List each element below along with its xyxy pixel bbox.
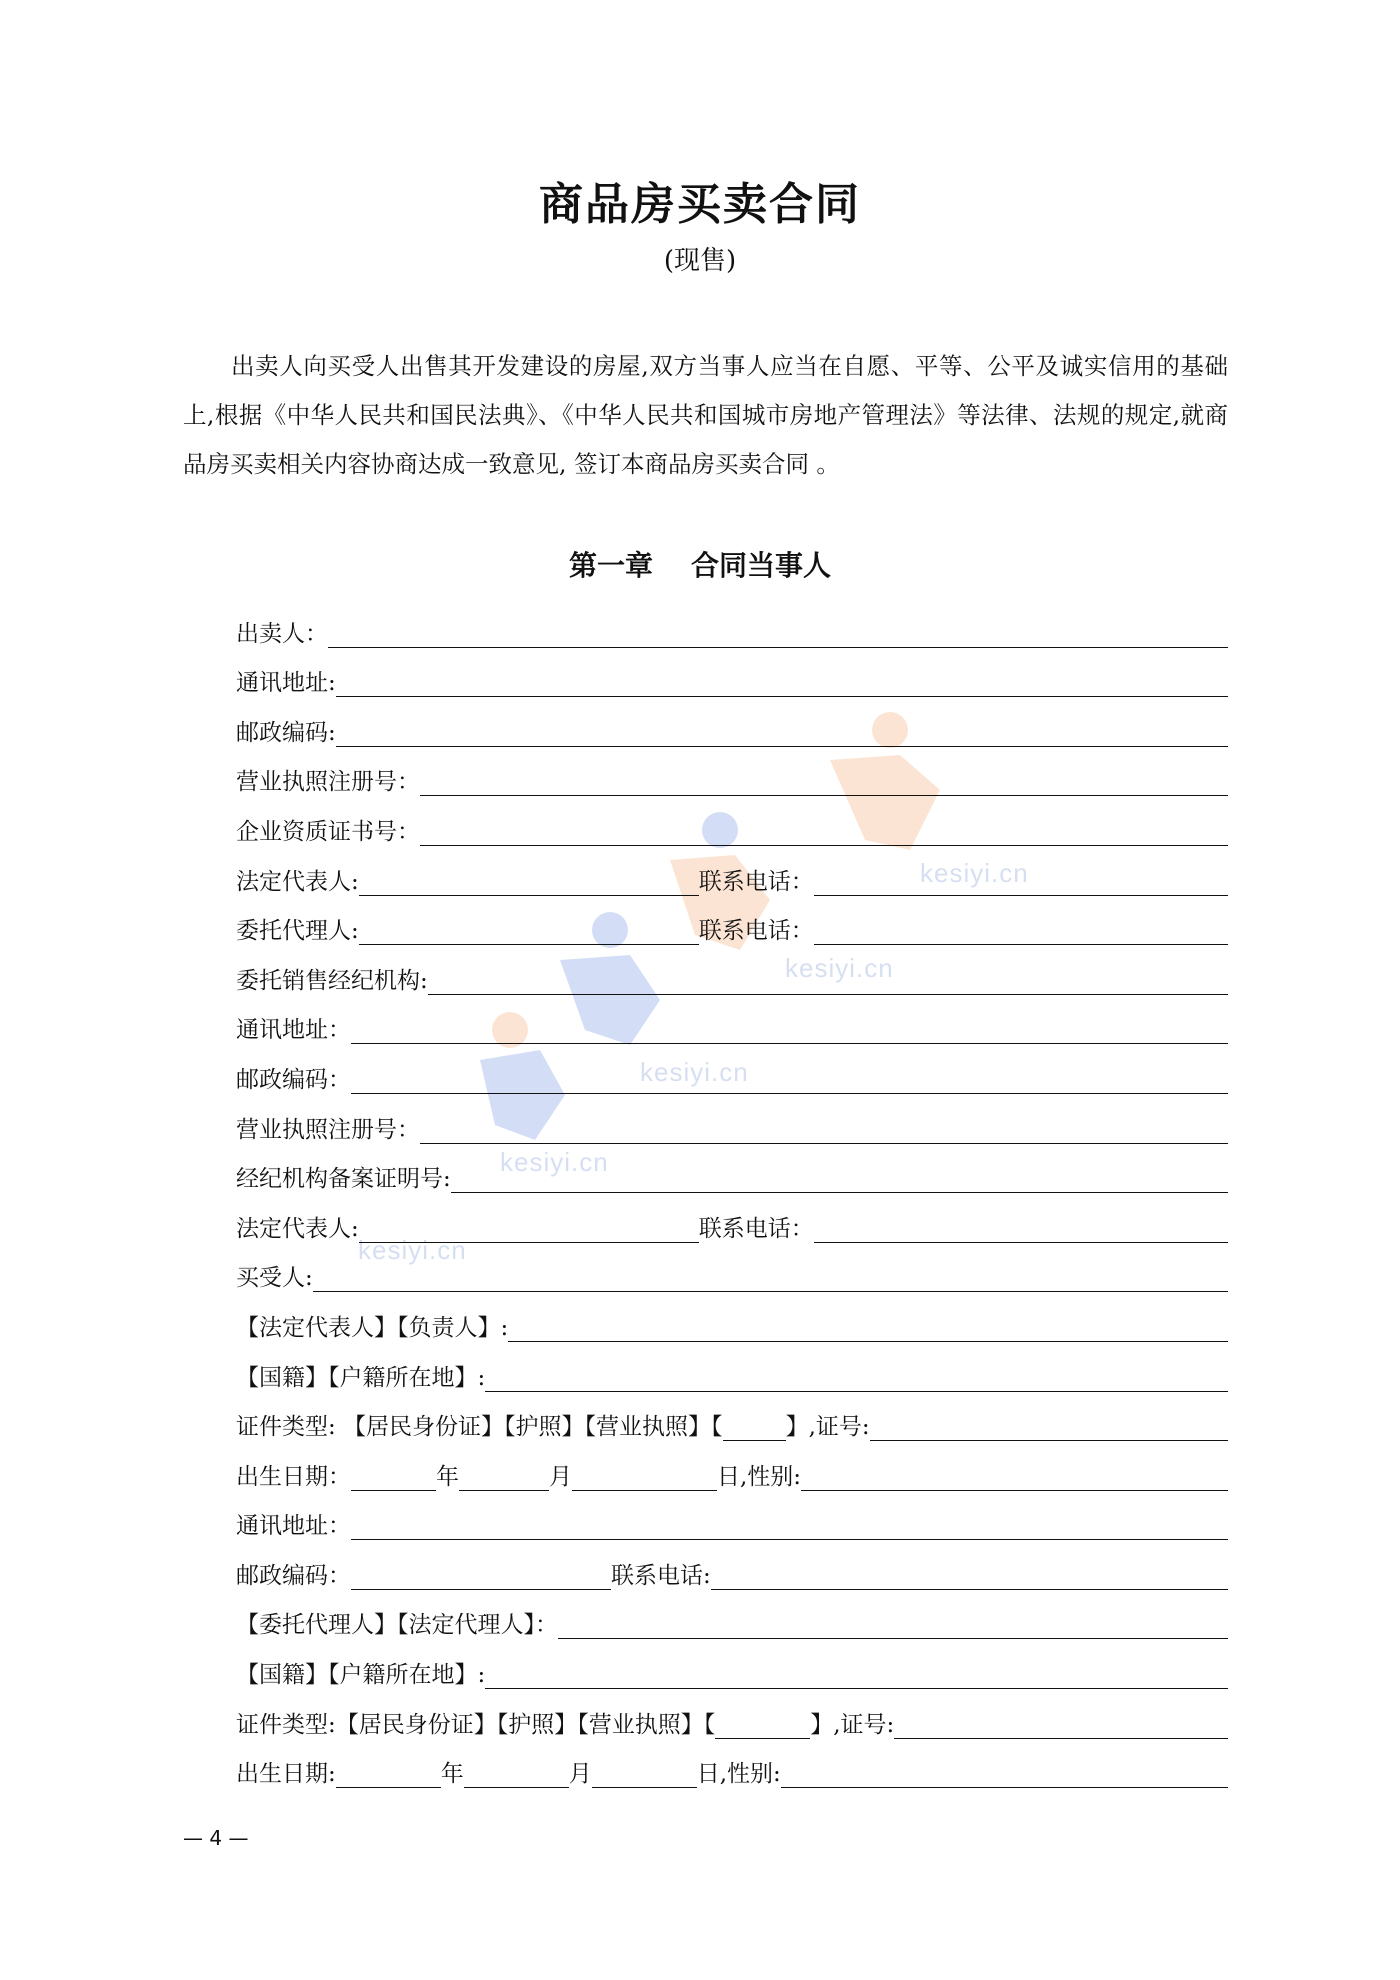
form-row-agent [236,896,1228,946]
form-row-sales-agency [236,945,1228,995]
agency-record-field[interactable] [451,1166,1228,1193]
document-title: 商品房买卖合同 [539,179,861,230]
id-number-field[interactable] [870,1414,1228,1441]
form-row-buyer [236,1243,1228,1293]
buyer-rep-field[interactable] [508,1315,1228,1342]
id-number-field[interactable] [894,1712,1228,1739]
nationality-field[interactable] [485,1662,1228,1689]
chapter-heading [0,544,1400,584]
qualification-field[interactable] [420,819,1228,846]
phone-label: 联系电话： [698,918,814,945]
form-row-agency-record [236,1144,1228,1194]
birth-month-field[interactable] [459,1464,549,1491]
id-type-label: 证件类型: 【居民身份证】【护照】【营业执照】【 [236,1414,723,1441]
form-row-address [236,648,1228,698]
postcode-field[interactable] [351,1563,611,1590]
seller-field[interactable] [328,621,1228,648]
legal-rep-label: 法定代表人: [236,868,359,895]
postcode-field[interactable] [336,720,1228,747]
chapter-number: 第一章 [568,549,653,582]
legal-rep-field[interactable] [359,1216,699,1243]
document-subtitle: (现售) [663,246,737,276]
agent-field[interactable] [558,1612,1228,1639]
agency-record-label: 经纪机构备案证明号: [236,1166,451,1193]
birth-day-field[interactable] [592,1761,697,1788]
address-field[interactable] [336,670,1228,697]
watermark-text: kesiyi.cn [358,1235,467,1265]
party-form [236,598,1228,1788]
phone-field[interactable] [814,918,1228,945]
form-row-agency-license [236,1094,1228,1144]
license-label: 营业执照注册号： [236,769,420,796]
form-row-license [236,747,1228,797]
intro-paragraph: 出卖人向买受人出售其开发建设的房屋,双方当事人应当在自愿、平等、公平及诚实信用的基础上,根据《中华人民共和国民法典》、《中华人民共和国城市房地产管理法》等法律、法规的规定,就商品房买卖相关内容协商达成一致意见, 签订本商品房买卖合同 。 [183,352,1228,478]
agent-field[interactable] [359,918,699,945]
gender-field[interactable] [781,1761,1228,1788]
year-label: 年 [436,1463,459,1490]
legal-rep-label: 法定代表人: [236,1215,359,1242]
form-row-agency-legal-rep [236,1193,1228,1243]
year-label: 年 [440,1761,464,1788]
address-label: 通讯地址： [236,1017,351,1044]
buyer-field[interactable] [313,1265,1228,1292]
watermark-text: kesiyi.cn [500,1147,609,1177]
watermark-text: kesiyi.cn [920,858,1029,888]
form-row-nationality2 [236,1639,1228,1689]
birth-year-field[interactable] [336,1761,441,1788]
form-row-seller [236,598,1228,648]
phone-field[interactable] [711,1563,1228,1590]
gender-field[interactable] [801,1464,1228,1491]
form-row-nationality [236,1342,1228,1392]
id-type-label: 证件类型:【居民身份证】【护照】【营业执照】【 [236,1711,716,1738]
postcode-label: 邮政编码： [236,1066,351,1093]
id-type-other-field[interactable] [723,1414,786,1441]
address-field[interactable] [351,1017,1228,1044]
id-number-label: 】,证号: [810,1711,895,1738]
page-number: — 4 — [183,1826,249,1850]
day-gender-label: 日,性别: [696,1761,781,1788]
month-label: 月 [549,1463,572,1490]
form-row-qualification [236,796,1228,846]
phone-field[interactable] [814,1216,1228,1243]
sales-agency-label: 委托销售经纪机构: [236,967,428,994]
address-field[interactable] [351,1513,1228,1540]
day-gender-label: 日,性别: [717,1463,802,1490]
form-row-buyer-address [236,1491,1228,1541]
month-label: 月 [568,1761,592,1788]
id-number-label: 】,证号: [785,1414,870,1441]
postcode-label: 邮政编码： [236,1562,351,1589]
form-row-birth2 [236,1739,1228,1789]
phone-field[interactable] [814,869,1228,896]
birth-month-field[interactable] [464,1761,569,1788]
sales-agency-field[interactable] [428,968,1228,995]
id-type-other-field[interactable] [715,1712,810,1739]
nationality-label: 【国籍】【户籍所在地】: [236,1364,486,1391]
form-row-agent2 [236,1590,1228,1640]
buyer-rep-label: 【法定代表人】【负责人】: [236,1314,509,1341]
form-row-buyer-rep [236,1292,1228,1342]
license-field[interactable] [420,1117,1228,1144]
form-row-birth [236,1441,1228,1491]
legal-rep-field[interactable] [359,869,699,896]
birth-day-field[interactable] [572,1464,717,1491]
postcode-label: 邮政编码: [236,719,336,746]
phone-label: 联系电话： [698,868,814,895]
watermark-text: kesiyi.cn [640,1057,749,1087]
license-label: 营业执照注册号： [236,1116,420,1143]
seller-label: 出卖人： [236,620,328,647]
agent-label: 【委托代理人】【法定代理人】： [236,1612,558,1639]
phone-label: 联系电话: [611,1562,711,1589]
birth-year-field[interactable] [351,1464,436,1491]
qualification-label: 企业资质证书号： [236,818,420,845]
birth-label: 出生日期: [236,1761,336,1788]
form-row-buyer-postcode [236,1540,1228,1590]
postcode-field[interactable] [351,1067,1228,1094]
license-field[interactable] [420,769,1228,796]
form-row-agency-postcode [236,1044,1228,1094]
birth-label: 出生日期： [236,1463,351,1490]
form-row-postcode [236,697,1228,747]
nationality-field[interactable] [485,1365,1228,1392]
agent-label: 委托代理人: [236,918,359,945]
form-row-legal-rep [236,846,1228,896]
nationality-label: 【国籍】【户籍所在地】: [236,1662,486,1689]
watermark-text: kesiyi.cn [785,953,894,983]
buyer-label: 买受人: [236,1265,313,1292]
address-label: 通讯地址: [236,670,336,697]
form-row-id-type2 [236,1689,1228,1739]
phone-label: 联系电话： [698,1215,814,1242]
form-row-agency-address [236,995,1228,1045]
form-row-id-type [236,1392,1228,1442]
chapter-title: 合同当事人 [691,549,832,582]
address-label: 通讯地址： [236,1513,351,1540]
